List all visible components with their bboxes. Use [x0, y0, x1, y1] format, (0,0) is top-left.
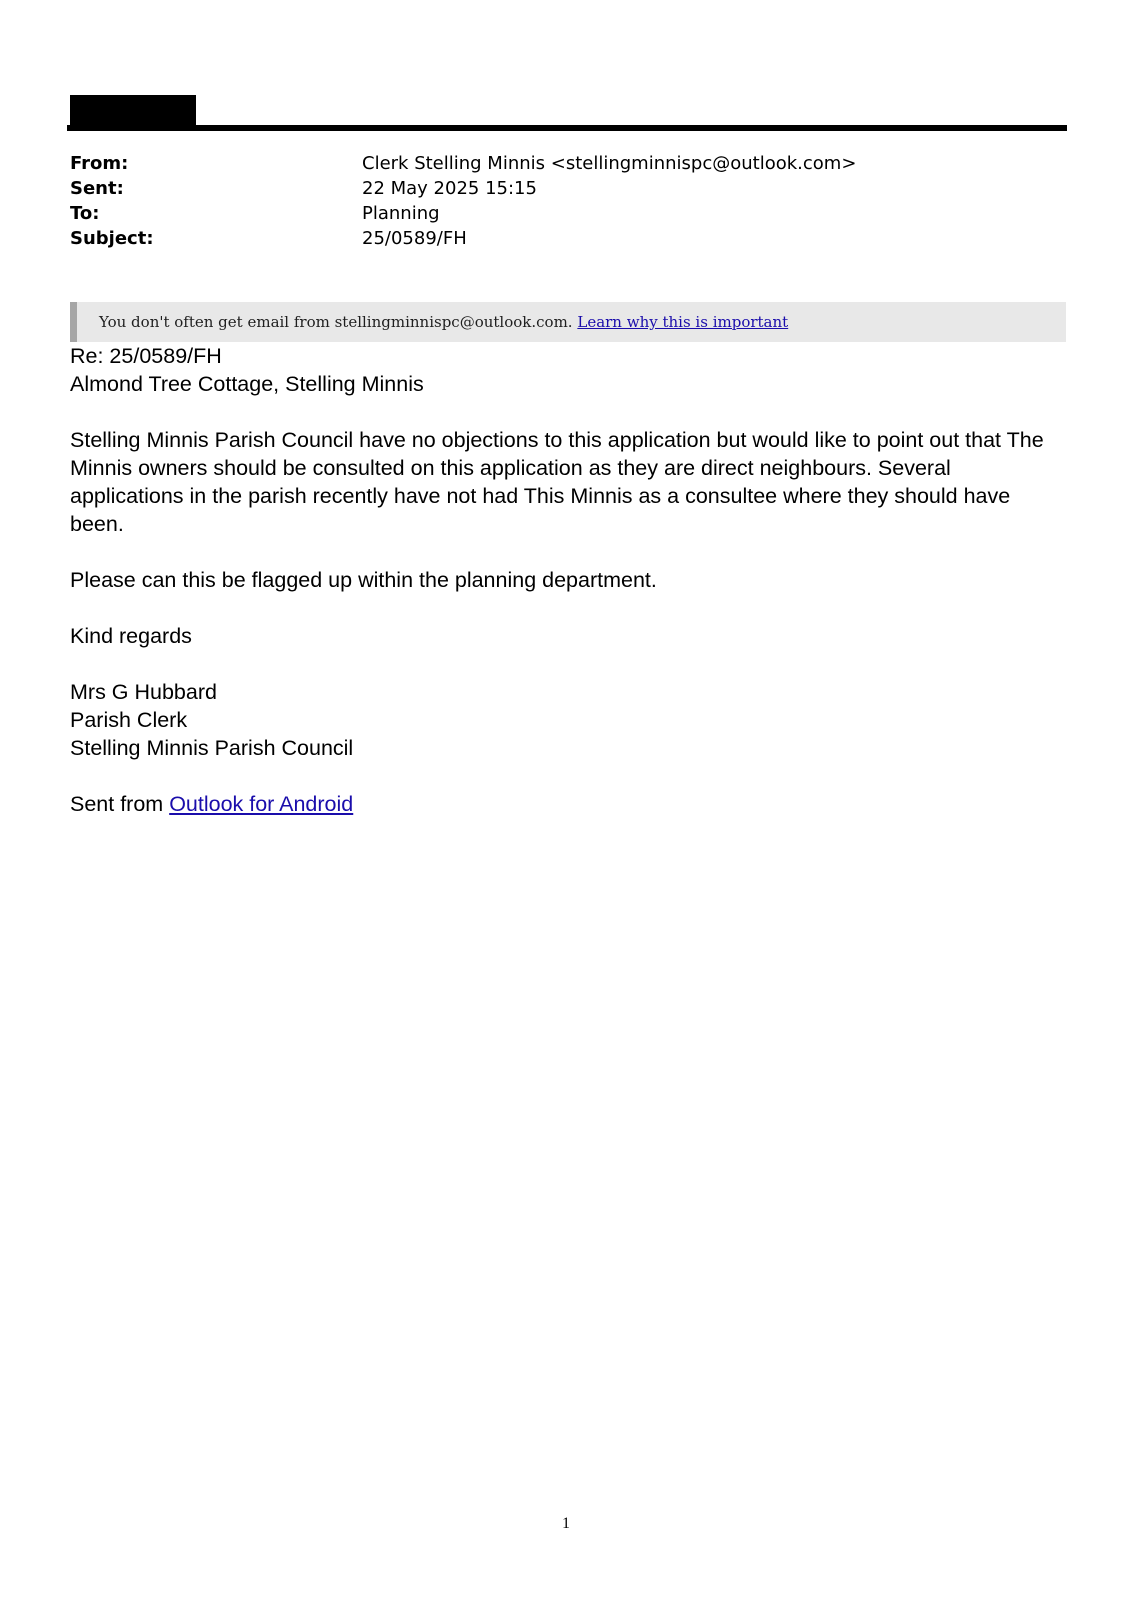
body-paragraph-1: Stelling Minnis Parish Council have no objections to this application but would like to point out that The Minnis owners should be consulted on this application as they are direct neighbours. Several applications in the parish recently have not had This Minnis as a consultee where they should have been.	[70, 428, 1044, 536]
from-value: Clerk Stelling Minnis <stellingminnispc@outlook.com>	[362, 153, 857, 174]
signature-title: Parish Clerk	[70, 708, 188, 732]
to-row	[70, 201, 1050, 226]
signature-org: Stelling Minnis Parish Council	[70, 736, 354, 760]
sent-label: Sent:	[70, 178, 124, 199]
to-value: Planning	[362, 203, 440, 224]
sent-from-line	[70, 790, 1060, 818]
email-body	[70, 342, 1060, 818]
sent-row	[70, 176, 1050, 201]
body-paragraph-2: Please can this be flagged up within the planning department.	[70, 568, 657, 592]
from-label: From:	[70, 153, 129, 174]
redaction-block	[70, 95, 196, 127]
learn-why-link[interactable]: Learn why this is important	[577, 313, 789, 331]
sent-value: 22 May 2025 15:15	[362, 178, 537, 199]
from-row	[70, 151, 1050, 176]
closing: Kind regards	[70, 624, 192, 648]
external-sender-notice	[70, 302, 1066, 342]
header-rule	[67, 125, 1067, 131]
page-number: 1	[562, 1515, 570, 1532]
subject-label: Subject:	[70, 228, 154, 249]
sent-from-prefix: Sent from	[70, 792, 164, 816]
signature-name: Mrs G Hubbard	[70, 680, 217, 704]
notice-text: You don't often get email from stellingminnispc@outlook.com.	[99, 313, 573, 331]
outlook-for-android-link[interactable]: Outlook for Android	[169, 792, 354, 816]
subject-row	[70, 226, 1050, 251]
re-line: Re: 25/0589/FH	[70, 344, 222, 368]
subject-value: 25/0589/FH	[362, 228, 467, 249]
email-header	[70, 151, 1050, 251]
address-line: Almond Tree Cottage, Stelling Minnis	[70, 372, 424, 396]
to-label: To:	[70, 203, 100, 224]
